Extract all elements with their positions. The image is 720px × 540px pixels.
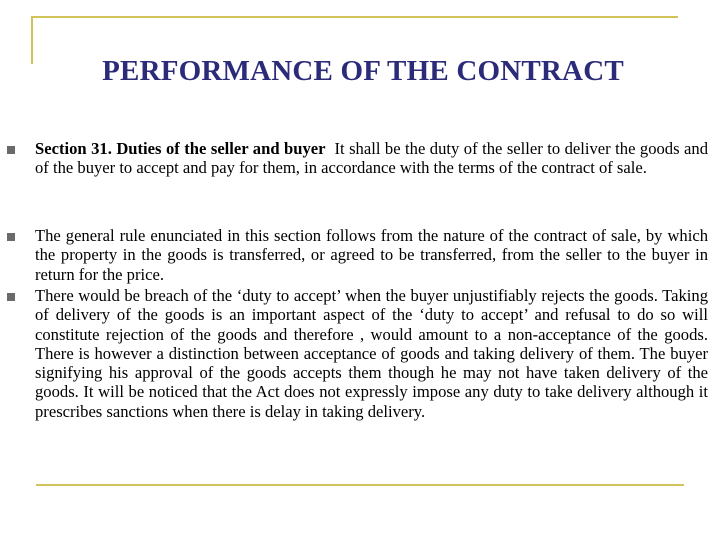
bullet-square-icon	[7, 146, 15, 154]
bullet-square-icon	[7, 233, 15, 241]
bottom-decorative-rule	[36, 484, 684, 486]
paragraph-breach-duty	[35, 286, 708, 421]
page-title: PERFORMANCE OF THE CONTRACT	[102, 55, 624, 88]
paragraph-general-rule	[35, 226, 708, 284]
bullet-square-icon	[7, 293, 15, 301]
paragraph-text: It shall be the duty of the seller to deliver the goods and of the buyer to accept and pay for them, in accordance with the terms of the contract of sale.	[35, 139, 708, 178]
paragraph-section-31	[35, 139, 708, 178]
paragraph-text: The general rule enunciated in this section follows from the nature of the contract of sale, by which the property in the goods is transferred, or agreed to be transferred, from the seller to the buyer in return for the price.	[35, 226, 708, 284]
paragraph-text: There would be breach of the ‘duty to accept’ when the buyer unjustifiably rejects the goods. Taking of delivery of the goods is an important aspect of the ‘duty to accept’ and refusal to do so will constitute rejection of the goods and therefore , would amount to a non-acceptance of the goods. There is however a distinction between acceptance of goods and taking delivery of them. The buyer signifying his approval of the goods accepts them though he may not have taken delivery of the goods. It will be noticed that the Act does not expressly impose any duty to take delivery although it prescribes sanctions when there is delay in taking delivery.	[35, 286, 708, 421]
section-heading: Section 31. Duties of the seller and buyer	[35, 139, 326, 158]
